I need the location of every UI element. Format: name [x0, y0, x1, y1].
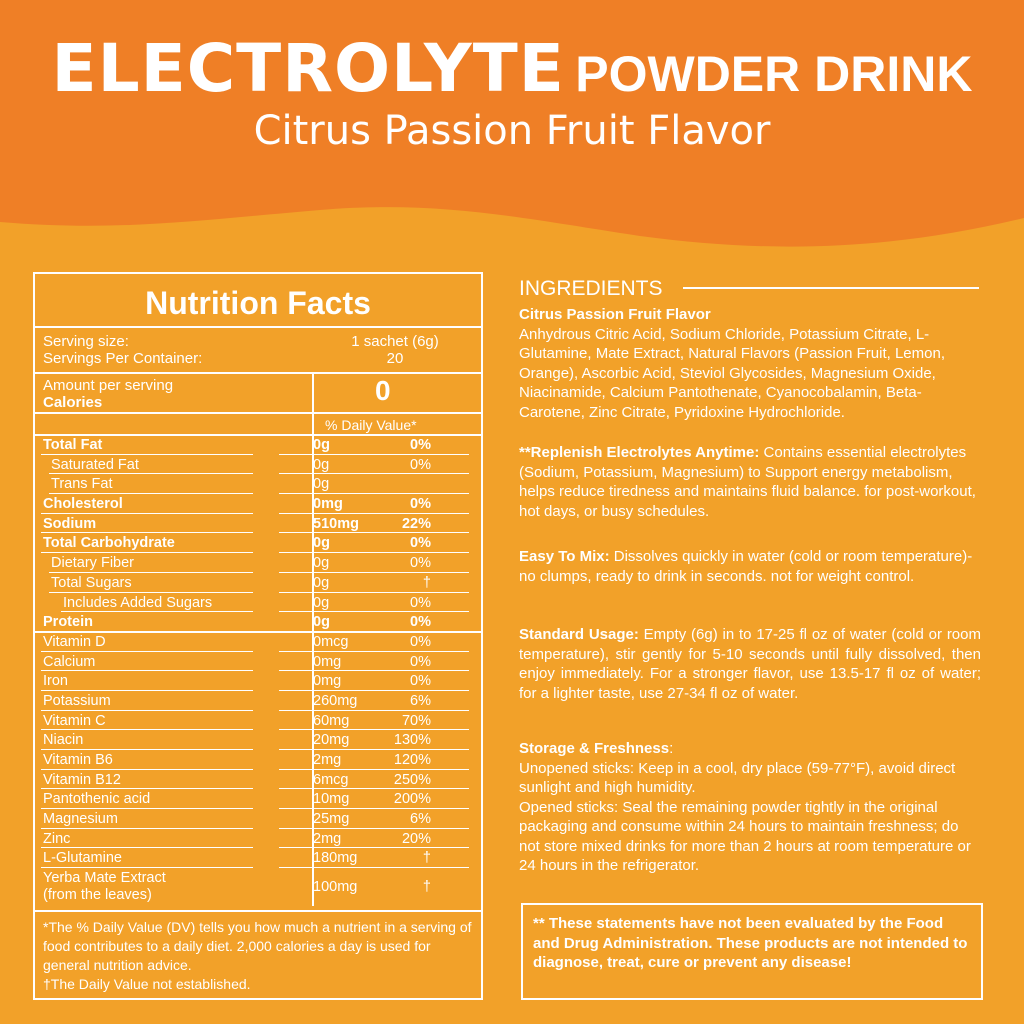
- dv-header-row: [35, 414, 481, 436]
- nutrient-row: [35, 653, 481, 673]
- nutrient-row: [35, 771, 481, 791]
- storage-opened: Opened sticks: Seal the remaining powder tightly in the original packaging and consume within 24 hours to maintain freshness; do not store mixed drinks for more than 2 hours at room temperature or 24 hours in the refrigerator.: [519, 798, 971, 874]
- storage-section: [519, 739, 981, 876]
- nutrient-amount: 10mg: [313, 791, 350, 808]
- nutrient-name: Total Carbohydrate: [43, 535, 175, 552]
- nutrient-amount: 510mg: [313, 515, 359, 532]
- fda-disclaimer: ** These statements have not been evaluated by the Food and Drug Administration. These products are not intended to diagnose, treat, cure or prevent any disease!: [521, 903, 983, 1000]
- nutrient-dv: †: [422, 574, 431, 591]
- nutrient-row: [35, 633, 481, 653]
- nutrient-row: [35, 594, 481, 614]
- nutrient-row: [35, 790, 481, 810]
- nutrient-name: Dietary Fiber: [51, 555, 134, 572]
- ingredients-block: [519, 305, 981, 422]
- nutrient-dv: †: [422, 879, 431, 896]
- nutrient-amount: 0g: [313, 574, 330, 591]
- mix-label: Easy To Mix:: [519, 548, 610, 565]
- nutrient-row: [35, 613, 481, 633]
- amount-label: Amount per serving: [43, 377, 174, 394]
- mix-text: Dissolves quickly in water (cold or room temperature)-no clumps, ready to drink in seconds. not for weight control.: [519, 548, 973, 585]
- nutrient-dv: 0%: [410, 437, 431, 453]
- nutrient-amount: 2mg: [313, 752, 342, 768]
- nutrient-name: Includes Added Sugars: [63, 594, 213, 611]
- nutrient-name: Potassium: [43, 692, 111, 709]
- calories-label: Calories: [43, 394, 103, 411]
- nutrient-row: [35, 515, 481, 535]
- nutrient-dv: 0%: [410, 496, 431, 513]
- footnote-dv: *The % Daily Value (DV) tells you how much a nutrient in a serving of food contributes to a daily diet. 2,000 calories a day is used for general nutrition advice.: [43, 919, 472, 973]
- nutrient-row: [35, 534, 481, 554]
- nutrient-amount: 0g: [313, 476, 330, 493]
- usage-section: [519, 625, 981, 703]
- title-part-1: ELECTROLYTE: [51, 30, 565, 107]
- nutrient-name: Trans Fat: [51, 476, 113, 493]
- header-band: [0, 0, 1024, 260]
- nutrient-row: [35, 436, 481, 456]
- nutrient-row: [35, 574, 481, 594]
- servings-label: Servings Per Container:: [43, 350, 203, 367]
- calories-row: [35, 374, 481, 414]
- nutrient-dv: 130%: [393, 732, 431, 749]
- nutrient-amount: 0mg: [313, 673, 342, 690]
- nutrient-row: [35, 810, 481, 830]
- nutrient-dv: 0%: [410, 456, 431, 473]
- nutrient-row: [35, 712, 481, 732]
- nutrition-title: Nutrition Facts: [35, 274, 481, 328]
- nutrient-name: L-Glutamine: [43, 850, 122, 867]
- nutrient-amount: 0g: [313, 594, 330, 611]
- nutrient-name: Total Sugars: [51, 574, 132, 591]
- nutrient-row: [35, 672, 481, 692]
- ingredients-list: Anhydrous Citric Acid, Sodium Chloride, Potassium Citrate, L-Glutamine, Mate Extract, Natural Flavors (Passion Fruit, Lemon, Orange), Ascorbic Acid, Steviol Glycosides, Magnesium Oxide, Niacinamide, Calcium Pantothenate, Cyanocobalamin, Beta-Carotene, Zinc Citrate, Pyridoxine Hydrochloride.: [519, 325, 945, 421]
- nutrient-name: Vitamin B12: [43, 771, 121, 788]
- nutrient-dv: 120%: [393, 752, 431, 768]
- dv-header: % Daily Value*: [325, 417, 417, 433]
- nutrient-dv: 0%: [410, 594, 431, 611]
- replenish-label: **Replenish Electrolytes Anytime:: [519, 444, 760, 461]
- nutrient-amount: 0g: [313, 456, 330, 473]
- nutrient-name: Iron: [43, 673, 68, 690]
- nutrient-row: [35, 495, 481, 515]
- usage-label: Standard Usage:: [519, 626, 639, 643]
- nutrient-dv: 6%: [410, 811, 431, 828]
- nutrient-name: [43, 870, 166, 904]
- nutrient-name: Pantothenic acid: [43, 791, 151, 808]
- ingredients-rule: [683, 287, 979, 289]
- page-subtitle: Citrus Passion Fruit Flavor: [253, 108, 771, 154]
- nutrient-row: [35, 692, 481, 712]
- nutrient-dv: 0%: [410, 633, 431, 650]
- nutrient-row: [35, 830, 481, 850]
- nutrient-row: [35, 751, 481, 771]
- nutrient-amount: 0g: [313, 614, 330, 631]
- nutrient-row: [35, 869, 481, 906]
- storage-unopened: Unopened sticks: Keep in a cool, dry place (59-77°F), avoid direct sunlight and high humidity.: [519, 759, 956, 796]
- nutrient-name: Niacin: [43, 732, 84, 749]
- nutrient-dv: 200%: [393, 791, 431, 808]
- nutrient-amount: 0mcg: [313, 633, 349, 650]
- nutrient-amount: 0g: [313, 437, 330, 453]
- nutrient-amount: 6mcg: [313, 771, 349, 788]
- nutrient-amount: 180mg: [313, 850, 358, 867]
- nutrient-name: Protein: [43, 614, 93, 631]
- nutrient-dv: 0%: [410, 555, 431, 572]
- nutrient-rows: [35, 436, 481, 906]
- serving-values: [320, 333, 470, 367]
- nutrient-row: [35, 554, 481, 574]
- nutrient-row: [35, 475, 481, 495]
- storage-label: Storage & Freshness: [519, 740, 670, 757]
- nutrition-facts-panel: [33, 272, 483, 1000]
- nutrient-amount: 2mg: [313, 830, 342, 847]
- serving-size-label: Serving size:: [43, 333, 129, 350]
- nutrient-dv: 0%: [410, 535, 431, 552]
- nutrient-dv: 6%: [410, 692, 431, 709]
- mix-section: [519, 547, 981, 586]
- nutrient-name: Vitamin C: [43, 712, 106, 729]
- serving-info: [35, 328, 481, 374]
- nutrient-amount: 0mg: [313, 496, 343, 513]
- title-part-2: POWDER DRINK: [575, 46, 973, 102]
- nutrient-name: Total Fat: [43, 437, 103, 453]
- nutrient-name: Calcium: [43, 653, 96, 670]
- nutrient-name-line: (from the leaves): [43, 887, 152, 904]
- nutrient-dv: 22%: [401, 515, 431, 532]
- ingredients-heading: INGREDIENTS: [519, 277, 663, 300]
- nutrient-row: [35, 849, 481, 869]
- nutrient-dv: †: [422, 850, 431, 867]
- ingredients-flavor: Citrus Passion Fruit Flavor: [519, 306, 711, 323]
- nutrient-row: [35, 731, 481, 751]
- calories-value: 0: [375, 375, 391, 406]
- storage-colon: :: [669, 740, 674, 757]
- nutrition-footnote: [35, 910, 481, 998]
- servings-value: 20: [386, 350, 404, 367]
- nutrient-amount: 0g: [313, 535, 330, 552]
- nutrient-name: Magnesium: [43, 811, 118, 828]
- nutrient-amount: 20mg: [313, 732, 350, 749]
- nutrient-dv: 70%: [401, 712, 431, 729]
- footnote-dagger: †The Daily Value not established.: [43, 976, 251, 992]
- nutrient-dv: 0%: [410, 614, 431, 631]
- nutrient-dv: 0%: [410, 653, 431, 670]
- nutrient-name: Cholesterol: [43, 496, 123, 513]
- nutrient-name: Vitamin B6: [43, 752, 113, 768]
- nutrient-name: Zinc: [43, 830, 71, 847]
- nutrient-dv: 20%: [401, 830, 431, 847]
- nutrient-name: Vitamin D: [43, 633, 106, 650]
- nutrient-amount: 25mg: [313, 811, 350, 828]
- nutrient-name: Saturated Fat: [51, 456, 139, 473]
- serving-labels: [43, 333, 202, 367]
- nutrient-name-line: Yerba Mate Extract: [43, 870, 166, 887]
- nutrient-amount: 60mg: [313, 712, 350, 729]
- page-title: [0, 30, 1024, 107]
- nutrient-dv: 0%: [410, 673, 431, 690]
- nutrient-amount: 0mg: [313, 653, 342, 670]
- nutrient-row: [35, 456, 481, 476]
- replenish-text: Contains essential electrolytes (Sodium, Potassium, Magnesium) to Support energy metabolism, helps reduce tiredness and maintains fluid balance. for post-workout, hot days, or busy schedules.: [519, 444, 976, 520]
- usage-text: Empty (6g) in to 17-25 fl oz of water (cold or room temperature), stir gently for 5-10 seconds until fully dissolved, then enjoy immediately. For a stronger flavor, use 13.5-17 fl oz of water; for a lighter taste, use 27-34 fl oz of water.: [519, 626, 981, 702]
- nutrient-amount: 100mg: [313, 879, 358, 896]
- nutrient-amount: 0g: [313, 555, 330, 572]
- replenish-section: [519, 443, 981, 521]
- nutrient-name: Sodium: [43, 515, 97, 532]
- serving-size-value: 1 sachet (6g): [351, 333, 439, 350]
- nutrient-amount: 260mg: [313, 692, 358, 709]
- nutrient-dv: 250%: [393, 771, 431, 788]
